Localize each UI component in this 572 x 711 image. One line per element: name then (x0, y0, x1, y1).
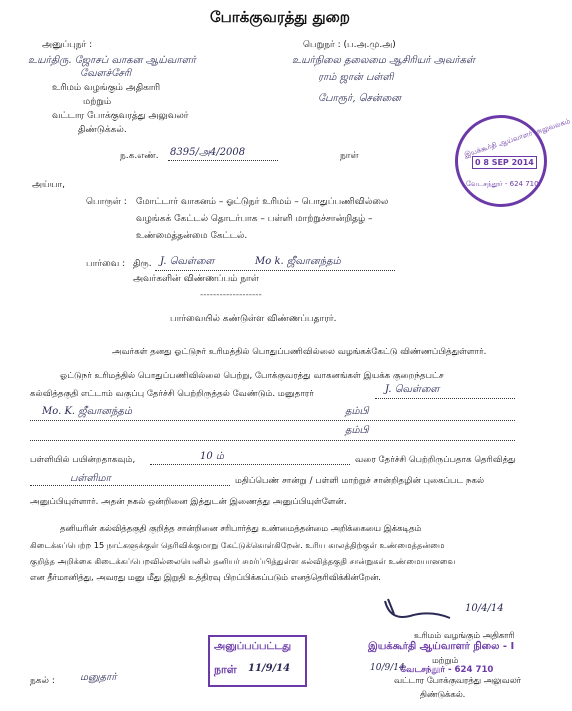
reference-label: பார்வை : (86, 259, 126, 269)
signature-line-6: திண்டுக்கல். (420, 689, 466, 699)
document-type-line (30, 485, 230, 486)
reference-line-4: பார்வையில் கண்டுள்ள விண்ணப்பதாரர். (170, 314, 337, 324)
copy-value-handwritten: மனுதார் (80, 672, 117, 683)
applicant-father-handwritten: Mo. K. ஜீவானந்தம் (42, 406, 133, 417)
to-line3-handwritten: போரூர், சென்னை (318, 93, 401, 104)
applicant-name-handwritten: J. வெள்ளை (385, 384, 440, 395)
standard-handwritten: 10 ம் (200, 451, 224, 462)
officer-signature-icon (380, 596, 460, 626)
body-p2-line-5a: பள்ளியில் பயின்றதாகவும், (30, 455, 136, 465)
copy-label: நகல் : (30, 676, 55, 686)
round-stamp-top-text: இயக்கூர்தி ஆய்வாளர் அலுவலகம் (463, 117, 572, 159)
from-rto: வட்டார போக்குவரத்து அலுவலர் (52, 111, 189, 121)
body-p3-line-3: குறித்த அறிக்கை கிடைக்கப்பெறவில்லையெனில் தனியர் சமர்ப்பித்துள்ள கல்வித்தகுதி சான்றுகள் உண்மையானவை (30, 556, 456, 566)
reference-line-2: அவர்களின் விண்ணப்பம் நாள் (133, 274, 259, 284)
applicant-relation-handwritten: தம்பி (345, 406, 369, 417)
reference-dash-line: ------------------- (200, 290, 262, 300)
body-paragraph-1: அவர்கள் தனது ஓட்டுநர் உரிமத்தில் பொதுப்பணிவில்லை வழங்கக்கேட்டு விண்ணப்பித்துள்ளார். (112, 347, 487, 357)
ref-date-label: நாள் (340, 151, 359, 161)
round-stamp-bottom-text: வேடசந்தூர் - 624 710. (466, 180, 541, 188)
subject-line-2: வழங்கக் கேட்டல் தொடர்பாக – பள்ளி மாற்றுச்சான்றிதழ் – (136, 214, 373, 224)
body-p2-line-1: ஓட்டுநர் உரிமத்தில் பொதுப்பணிவில்லை பெற்று, போக்குவரத்து வாகனங்கள் இயக்க குறைந்தபட்ச (60, 371, 444, 381)
salutation: அய்யா, (32, 180, 65, 190)
round-stamp-date: 0 8 SEP 2014 (472, 156, 537, 169)
subject-line-3: உண்மைத்தன்மை கேட்டல். (136, 231, 248, 241)
to-line2-handwritten: ராம் ஜான் பள்ளி (318, 72, 394, 83)
from-place: திண்டுக்கல். (78, 125, 127, 135)
dispatch-stamp-text: அனுப்பப்பட்டது (214, 641, 292, 652)
signature-line-1: உரிமம் வழங்கும் அதிகாரி (414, 630, 515, 640)
to-label: பெறுநர் : (ப.அ.மு.அ) (303, 40, 396, 50)
standard-line (150, 464, 350, 465)
subject-line-1: மோட்டார் வாகனம் – ஓட்டுநர் உரிமம் – பொதுப்பணிவில்லை (136, 197, 389, 207)
ref-number-line (168, 160, 278, 161)
from-and: மற்றும் (83, 97, 112, 107)
dispatch-stamp-date-label: நாள் (214, 663, 237, 676)
applicant-relation-handwritten-2: தம்பி (345, 425, 369, 436)
dispatch-stamp (208, 635, 307, 687)
body-p3-line-2: கிடைக்கப்பெற்ற 15 நாட்களுக்குள் தெரிவிக்குமாறு கேட்டுக்கொள்கிறேன். உரிய காலத்திற்குள் உண்மைத்தன்மை (30, 540, 445, 550)
body-p2-line-7: அனுப்பியுள்ளார். அதன் நகல் ஒன்றினை இத்துடன் இணைத்து அனுப்பியுள்ளேன். (30, 497, 347, 507)
signature-line-2: இயக்கூர்தி ஆய்வாளர் நிலை - I (368, 641, 515, 652)
blank-line (30, 440, 515, 441)
office-round-stamp (455, 115, 572, 207)
to-line1-handwritten: உயர்நிலை தலைமை ஆசிரியர் அவர்கள் (292, 55, 476, 66)
reference-name-handwritten-2: Mo k. ஜீவானந்தம் (255, 256, 341, 267)
body-p2-line-5b: வரை தேர்ச்சி பெற்றிருப்பதாக தெரிவித்து (355, 455, 516, 465)
signature-date-handwritten: 10/4/14 (465, 603, 504, 614)
reference-prefix: திரு. (133, 259, 152, 269)
from-name-handwritten-2: வேளச்சேரி (80, 68, 132, 79)
body-p3-line-4: என தீர்மானித்து, அவரது மனு மீது இறுதி உத்திரவு பிறப்பிக்கப்படும் எனத்தெரிவிக்கின்றேன். (30, 572, 381, 582)
from-name-handwritten: உயர்திரு. ஜோசப் வாகன ஆய்வாளர் (28, 55, 196, 66)
signature-stamp-date-handwritten: 10/9/14 (370, 663, 405, 673)
from-label: அனுப்புநர் : (42, 40, 93, 50)
signature-line-5: வட்டார போக்குவரத்து அலுவலர் (394, 675, 522, 685)
page-title: போக்குவரத்து துறை (210, 8, 351, 26)
subject-label: பொருள் : (86, 197, 127, 207)
body-p2-line-2: கல்வித்தகுதி எட்டாம் வகுப்பு தேர்ச்சி பெற்றிருத்தல் வேண்டும். மனுதாரர் (30, 389, 314, 399)
reference-name-line (155, 270, 395, 271)
body-p3-line-1: தனியரின் கல்வித்தகுதி குறித்த சான்றினை சரிபார்த்து உண்மைத்தன்மை அறிக்கையை இக்கடிதம் (60, 523, 422, 533)
ref-label: ந.க.எண். (120, 151, 159, 161)
applicant-name-line (375, 398, 515, 399)
body-p2-line-6: மதிப்பெண் சான்று / பள்ளி மாற்றுச் சான்றிதழின் புகைப்பட நகல் (235, 476, 485, 486)
ref-number-handwritten: 8395/அ4/2008 (170, 147, 246, 158)
dispatch-stamp-date-handwritten: 11/9/14 (248, 663, 291, 674)
document-type-handwritten: பள்ளிமா (70, 473, 111, 484)
signature-line-3: மற்றும் (432, 655, 459, 665)
from-authority: உரிமம் வழங்கும் அதிகாரி (52, 83, 161, 93)
applicant-father-line (30, 420, 515, 421)
reference-name-handwritten: J. வெள்ளை (160, 256, 215, 267)
signature-line-4: வேடசந்தூர் - 624 710 (400, 665, 494, 675)
